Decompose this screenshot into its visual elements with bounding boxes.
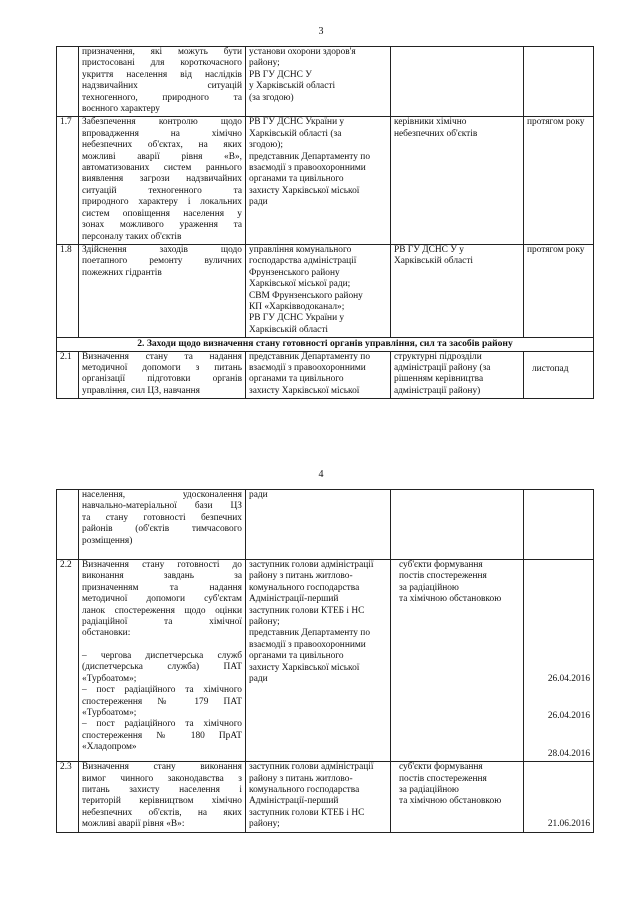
text-line: небезпечних об'єктах, на яких <box>82 140 242 151</box>
text-line: обстановки: <box>82 628 131 639</box>
table-row <box>57 490 594 560</box>
text-line: Визначення стану виконання <box>82 762 242 773</box>
measure-cell <box>79 490 246 560</box>
executor-cell <box>246 117 391 244</box>
text-line: управління, сил ЦЗ, навчання <box>82 385 200 396</box>
text-line: та хімічною обстановкою <box>399 796 502 807</box>
text-line: небезпечних об'єктів, на яких <box>82 807 242 818</box>
section-heading: 2. Заходи щодо визначення стану готовності органів управління, сил та засобів району <box>57 338 594 351</box>
text-line: методичної допомоги суб'єктам <box>82 594 242 605</box>
observation-item <box>82 685 242 719</box>
executor-cell <box>246 351 391 399</box>
page-number: 4 <box>318 469 324 480</box>
text-line: РВ ГУ ДСНС У у <box>394 244 464 255</box>
text-line: радіаційної та хімічної <box>82 617 242 628</box>
text-line: району; <box>249 819 280 830</box>
coexecutor-cell <box>391 47 524 117</box>
text-line: представник Департаменту по <box>249 628 371 639</box>
table-row <box>57 47 594 117</box>
section-heading-row <box>57 338 594 351</box>
executor-cell <box>246 47 391 117</box>
text-line: органами та цивільного <box>249 174 344 185</box>
text-line: адміністрації району) <box>394 385 481 396</box>
text-line: структурні підрозділи <box>394 351 482 362</box>
text-line: навчально-матеріальної бази ЦЗ <box>82 501 242 512</box>
coexecutor-cell <box>391 762 524 832</box>
term-cell <box>524 762 594 832</box>
text-line: небезпечних об'єктів <box>394 128 478 139</box>
text-line: за радіаційною <box>399 785 459 796</box>
row-number: 2.2 <box>57 560 79 762</box>
text-line: призначенням та надання <box>82 582 242 593</box>
text-line: взаємодії з правоохоронними <box>249 163 366 174</box>
text-line: району; <box>249 58 280 69</box>
text-line: захисту Харківської міської <box>249 385 360 396</box>
text-line: питань захисту населення і <box>82 785 242 796</box>
text-line: «Хладопром» <box>82 742 137 753</box>
coexecutor-cell <box>391 351 524 399</box>
text-line: представник Департаменту по <box>249 351 371 362</box>
text-line: виявлення загрози надзвичайних <box>82 174 242 185</box>
text-line: Харківській області <box>249 324 329 335</box>
text-line: впровадження на хімічно <box>82 128 242 139</box>
coexecutor-cell <box>391 560 524 762</box>
text-line: населення, удосконалення <box>82 490 242 500</box>
text-line: (диспетчерська служба) ПАТ <box>82 662 242 673</box>
table-row <box>57 351 594 399</box>
text-line: суб'єкти формування <box>399 560 483 571</box>
measure-text <box>82 560 242 640</box>
text-line: району з питань житлово- <box>249 773 353 784</box>
text-line: керівники хімічно <box>394 117 467 128</box>
text-line: поетапного ремонту вуличних <box>82 256 242 267</box>
text-line: виконання завдань за <box>82 571 242 582</box>
observation-item <box>82 651 242 685</box>
row-number <box>57 490 79 560</box>
measure-cell <box>79 47 246 117</box>
coexecutor-cell <box>391 117 524 244</box>
text-line: надзвичайних ситуацій <box>82 81 242 92</box>
text-line: суб'єкти формування <box>399 762 483 773</box>
executor-cell <box>246 560 391 762</box>
text-line: у Харківській області <box>249 81 336 92</box>
text-line: спостереження № 180 ПрАТ <box>82 730 242 741</box>
text-line: РВ ГУ ДСНС України у <box>249 313 345 324</box>
text-line: зонах можливого ураження та <box>82 220 242 231</box>
text-line: адміністрації району (за <box>394 362 491 373</box>
term-cell <box>524 560 594 762</box>
text-line: взаємодії з правоохоронними <box>249 362 366 373</box>
text-line: заступник голови адміністрації <box>249 762 374 773</box>
text-line: можливі аварії рівня «В», <box>82 151 242 162</box>
text-line: Адміністрації-перший <box>249 796 339 807</box>
text-line: систем оповіщення населення у <box>82 208 242 219</box>
text-line: Харківської міської ради; <box>249 279 351 290</box>
text-line: органами та цивільного <box>249 374 344 385</box>
table-row <box>57 244 594 337</box>
text-line: установи охорони здоров'я <box>249 47 356 57</box>
page-number: 3 <box>318 26 324 37</box>
text-line: ланок спостереження щодо оцінки <box>82 605 242 616</box>
text-line: захисту Харківської міської <box>249 662 360 673</box>
text-line: призначення, які можуть бути <box>82 47 242 57</box>
row-number: 2.3 <box>57 762 79 832</box>
text-line: спостереження № 179 ПАТ <box>82 696 242 707</box>
text-line: комунального господарства <box>249 582 360 593</box>
text-line: Здійснення заходів щодо <box>82 244 242 255</box>
measure-cell <box>79 560 246 762</box>
text-line: «Турбоатом»; <box>82 707 137 718</box>
text-line: ради <box>249 674 268 685</box>
text-line: постів спостереження <box>399 773 487 784</box>
observation-item <box>82 719 242 753</box>
row-number <box>57 47 79 117</box>
term-date: 26.04.2016 <box>547 711 590 722</box>
text-line: методичної допомоги з питань <box>82 362 242 373</box>
text-line: природного характеру і локальних <box>82 197 242 208</box>
text-line: ради <box>249 490 268 500</box>
text-line: Визначення стану та надання <box>82 351 242 362</box>
text-line: за радіаційною <box>399 582 459 593</box>
coexecutor-cell <box>391 244 524 337</box>
text-line: організації підготовки органів <box>82 374 242 385</box>
row-number: 1.8 <box>57 244 79 337</box>
text-line: розміщення) <box>82 535 133 546</box>
text-line: захисту Харківської міської <box>249 185 360 196</box>
text-line: згодою); <box>249 140 283 151</box>
text-line: органами та цивільного <box>249 651 344 662</box>
text-line: та стану готовності безпечних <box>82 512 242 523</box>
executor-cell <box>246 244 391 337</box>
term-cell: протягом року <box>524 117 594 244</box>
text-line: (за згодою) <box>249 92 294 103</box>
text-line: можливі аварії рівня «В»: <box>82 819 185 830</box>
text-line: – чергова диспетчерська служб <box>82 650 242 661</box>
term-date: 21.06.2016 <box>547 819 590 830</box>
row-number: 2.1 <box>57 351 79 399</box>
text-line: заступник голови адміністрації <box>249 560 374 571</box>
row-number: 1.7 <box>57 117 79 244</box>
term-cell: листопад <box>524 351 594 399</box>
coexecutor-cell <box>391 490 524 560</box>
text-line: техногенного, природного та <box>82 92 242 103</box>
term-cell <box>524 47 594 117</box>
text-line: комунального господарства <box>249 785 360 796</box>
text-line: заступник голови КТЕБ і НС <box>249 807 365 818</box>
text-line: та хімічною обстановкою <box>399 594 502 605</box>
text-line: району; <box>249 617 280 628</box>
measure-cell <box>79 351 246 399</box>
measure-cell <box>79 762 246 832</box>
text-line: персоналу таких об'єктів <box>82 231 182 242</box>
text-line: господарства адміністрації <box>249 256 357 267</box>
term-date: 26.04.2016 <box>547 674 590 685</box>
text-line: Визначення стану готовності до <box>82 560 242 571</box>
executor-cell <box>246 490 391 560</box>
text-line: – пост радіаційного та хімічного <box>82 685 242 696</box>
term-cell: протягом року <box>524 244 594 337</box>
text-line: рішенням керівництва <box>394 374 484 385</box>
text-line: РВ ГУ ДСНС У <box>249 69 312 80</box>
text-line: районів (об'єктів тимчасового <box>82 524 242 535</box>
text-line: КП «Харківводоканал»; <box>249 301 345 312</box>
text-line: – пост радіаційного та хімічного <box>82 719 242 730</box>
text-line: Фрунзенського району <box>249 267 340 278</box>
text-line: ситуацій техногенного та <box>82 185 242 196</box>
text-line: Харківській області <box>394 256 474 267</box>
measure-cell <box>79 117 246 244</box>
text-line: ради <box>249 197 268 208</box>
measure-cell <box>79 244 246 337</box>
text-line: району з питань житлово- <box>249 571 353 582</box>
text-line: пожежних гідрантів <box>82 267 162 278</box>
text-line: взаємодії з правоохоронними <box>249 639 366 650</box>
table-row <box>57 560 594 762</box>
text-line: пристосовані для короткочасного <box>82 58 242 69</box>
text-line: постів спостереження <box>399 571 487 582</box>
text-line: Харківській області (за <box>249 128 342 139</box>
text-line: СВМ Фрунзенського району <box>249 290 363 301</box>
text-line: воєнного характеру <box>82 104 160 115</box>
plan-table-page-4 <box>56 489 594 833</box>
text-line: Забезпечення контролю щодо <box>82 117 242 128</box>
executor-cell <box>246 762 391 832</box>
text-line: управління комунального <box>249 244 352 255</box>
text-line: представник Департаменту по <box>249 151 371 162</box>
plan-table-page-3 <box>56 46 594 399</box>
table-row <box>57 762 594 832</box>
text-line: територій керівництвом хімічно <box>82 796 242 807</box>
term-date: 28.04.2016 <box>547 748 590 759</box>
table-row <box>57 117 594 244</box>
text-line: Адміністрації-перший <box>249 594 339 605</box>
text-line: вимог чинного законодавства з <box>82 773 242 784</box>
term-cell <box>524 490 594 560</box>
text-line: «Турбоатом»; <box>82 673 137 684</box>
text-line: укриття населення від наслідків <box>82 69 242 80</box>
text-line: автоматизованих систем раннього <box>82 163 242 174</box>
text-line: РВ ГУ ДСНС України у <box>249 117 345 128</box>
text-line: заступник голови КТЕБ і НС <box>249 605 365 616</box>
